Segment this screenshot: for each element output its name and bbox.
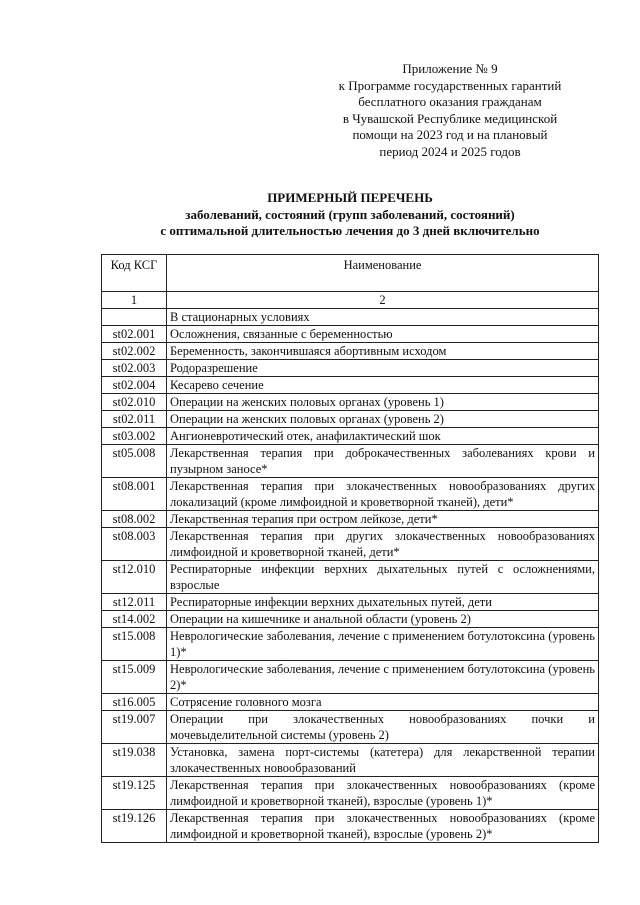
table-row [102, 628, 599, 661]
table-cell-code: st02.011 [102, 411, 167, 428]
table-cell-code: st08.002 [102, 511, 167, 528]
table-cell-name: Респираторные инфекции верхних дыхательных путей, дети [167, 594, 599, 611]
table-row [102, 711, 599, 744]
table-cell-code: st02.003 [102, 360, 167, 377]
table-cell-name: Операции при злокачественных новообразованиях почки и мочевыделительной системы (уровень 2) [167, 711, 599, 744]
appendix-line: помощи на 2023 год и на плановый [352, 127, 548, 142]
table-cell-name: Респираторные инфекции верхних дыхательных путей с осложнениями, взрослые [167, 561, 599, 594]
appendix-line: бесплатного оказания гражданам [358, 94, 542, 109]
column-number: 2 [167, 292, 599, 309]
table-row [102, 445, 599, 478]
table-cell-code: st02.004 [102, 377, 167, 394]
table-cell-name: Кесарево сечение [167, 377, 599, 394]
table-section-row [102, 309, 599, 326]
table-cell-name: Лекарственная терапия при злокачественных новообразованиях других локализаций (кроме лимфоидной и кроветворной тканей), дети* [167, 478, 599, 511]
table-row [102, 594, 599, 611]
table-row [102, 360, 599, 377]
table-header-row [102, 255, 599, 292]
table-cell-code: st05.008 [102, 445, 167, 478]
table-row [102, 478, 599, 511]
table-row [102, 777, 599, 810]
table-cell-name: Сотрясение головного мозга [167, 694, 599, 711]
title-heading: ПРИМЕРНЫЙ ПЕРЕЧЕНЬ [267, 190, 433, 205]
table-row [102, 561, 599, 594]
table-cell-code: st19.038 [102, 744, 167, 777]
table-cell-name: Лекарственная терапия при других злокачественных новообразованиях лимфоидной и кроветворной тканей, дети* [167, 528, 599, 561]
header-name: Наименование [167, 255, 599, 292]
ksg-table [101, 254, 599, 843]
table-cell-name: Беременность, закончившаяся абортивным исходом [167, 343, 599, 360]
title-subheading: заболеваний, состояний (групп заболеваний, состояний) [185, 206, 515, 222]
header-code: Код КСГ [102, 255, 167, 292]
table-row [102, 661, 599, 694]
table-cell-code: st12.010 [102, 561, 167, 594]
table-cell-name: Лекарственная терапия при остром лейкозе, дети* [167, 511, 599, 528]
table-row [102, 326, 599, 343]
table-cell-code [102, 309, 167, 326]
table-cell-code: st19.125 [102, 777, 167, 810]
table-cell-code: st15.009 [102, 661, 167, 694]
appendix-reference [300, 61, 600, 160]
table-cell-name: Неврологические заболевания, лечение с применением ботулотоксина (уровень 1)* [167, 628, 599, 661]
appendix-line: к Программе государственных гарантий [338, 77, 562, 93]
table-row [102, 394, 599, 411]
table-cell-code: st02.010 [102, 394, 167, 411]
table-cell-name: Операции на женских половых органах (уровень 1) [167, 394, 599, 411]
table-cell-code: st19.007 [102, 711, 167, 744]
table-cell-code: st02.001 [102, 326, 167, 343]
section-title: В стационарных условиях [167, 309, 599, 326]
table-cell-code: st15.008 [102, 628, 167, 661]
table-cell-code: st14.002 [102, 611, 167, 628]
table-cell-code: st08.001 [102, 478, 167, 511]
table-cell-name: Родоразрешение [167, 360, 599, 377]
table-row [102, 528, 599, 561]
table-cell-code: st16.005 [102, 694, 167, 711]
table-cell-code: st02.002 [102, 343, 167, 360]
column-number: 1 [102, 292, 167, 309]
table-cell-name: Осложнения, связанные с беременностью [167, 326, 599, 343]
table-row [102, 810, 599, 843]
table-row [102, 411, 599, 428]
title-subheading: с оптимальной длительностью лечения до 3 дней включительно [160, 223, 540, 238]
table-cell-name: Лекарственная терапия при злокачественных новообразованиях (кроме лимфоидной и кроветворной тканей), взрослые (уровень 1)* [167, 777, 599, 810]
appendix-line: в Чувашской Республике медицинской [342, 110, 558, 126]
table-cell-code: st08.003 [102, 528, 167, 561]
table-row [102, 611, 599, 628]
table-cell-name: Ангионевротический отек, анафилактический шок [167, 428, 599, 445]
table-row [102, 377, 599, 394]
table-cell-name: Неврологические заболевания, лечение с применением ботулотоксина (уровень 2)* [167, 661, 599, 694]
table-cell-name: Лекарственная терапия при доброкачественных заболеваниях крови и пузырном заносе* [167, 445, 599, 478]
appendix-line: период 2024 и 2025 годов [379, 143, 521, 159]
table-column-numbers [102, 292, 599, 309]
table-row [102, 694, 599, 711]
table-cell-code: st12.011 [102, 594, 167, 611]
table-row [102, 511, 599, 528]
table-cell-name: Операции на кишечнике и анальной области (уровень 2) [167, 611, 599, 628]
table-cell-name: Операции на женских половых органах (уровень 2) [167, 411, 599, 428]
table-cell-name: Установка, замена порт-системы (катетера) для лекарственной терапии злокачественных новообразований [167, 744, 599, 777]
table-row [102, 744, 599, 777]
table-row [102, 428, 599, 445]
document-title [80, 190, 620, 240]
appendix-line: Приложение № 9 [402, 61, 498, 76]
table-cell-code: st03.002 [102, 428, 167, 445]
table-cell-name: Лекарственная терапия при злокачественных новообразованиях (кроме лимфоидной и кроветворной тканей), взрослые (уровень 2)* [167, 810, 599, 843]
table-cell-code: st19.126 [102, 810, 167, 843]
table-row [102, 343, 599, 360]
